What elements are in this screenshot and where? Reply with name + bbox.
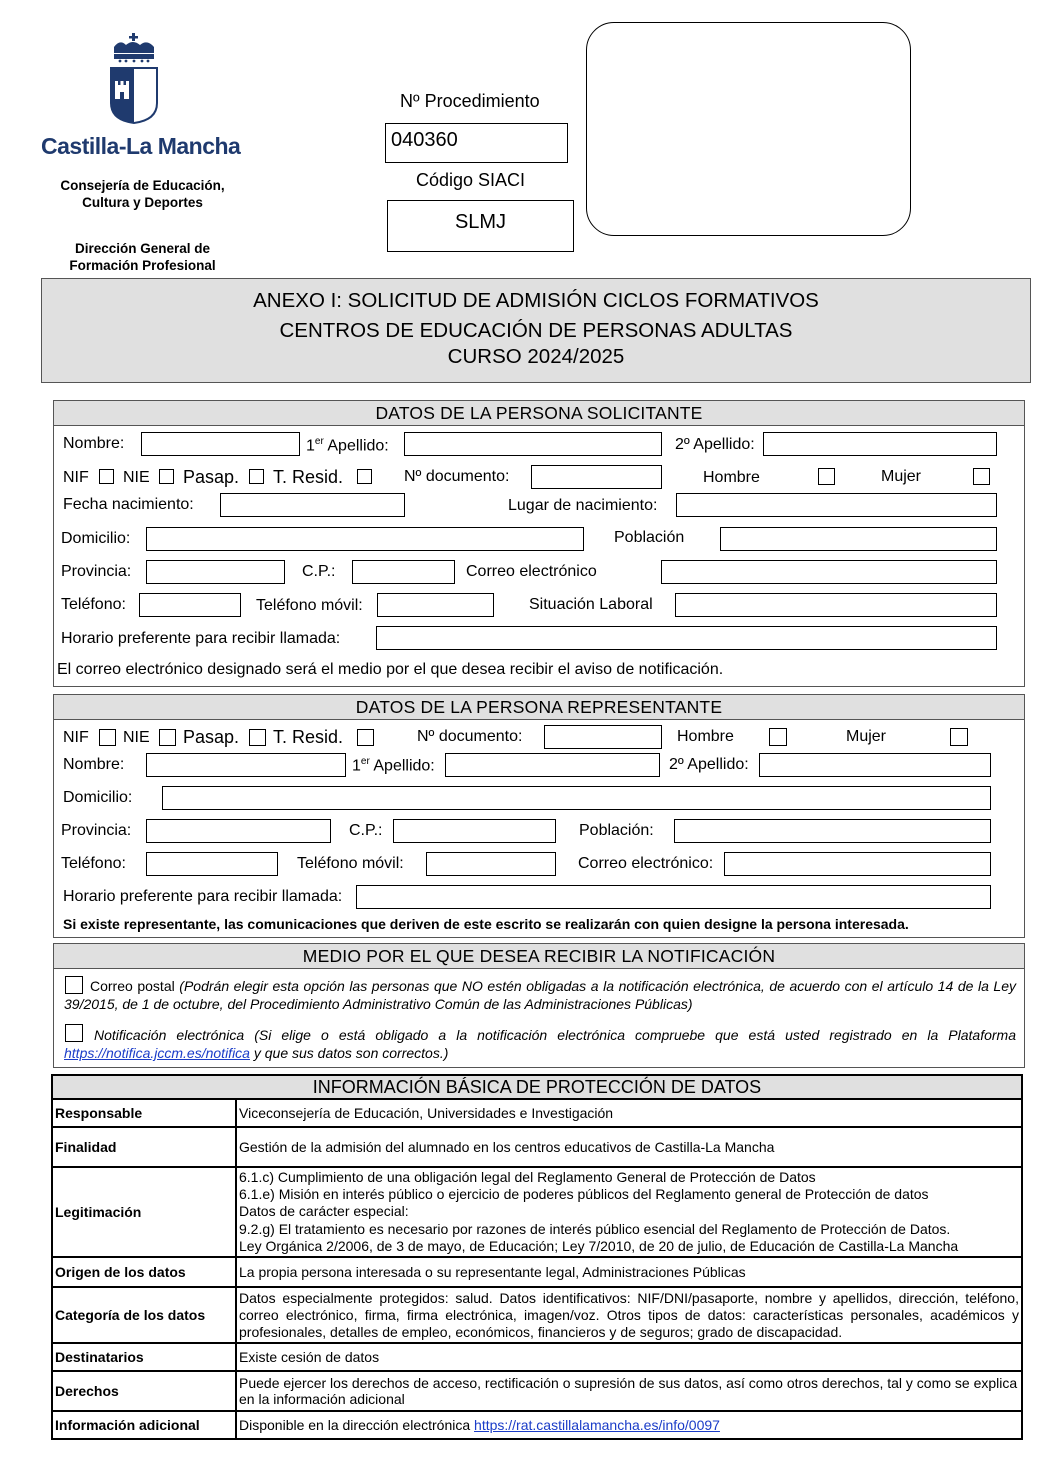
apellido1-input[interactable] [404,432,662,456]
row-value: Viceconsejería de Educación, Universidades e Investigación [236,1099,1022,1127]
rep-correo-input[interactable] [724,852,991,876]
rep-ndoc-input[interactable] [544,725,662,749]
movil-input[interactable] [377,593,494,617]
apellido2-label: 2º Apellido: [675,436,755,453]
table-row [52,1287,1022,1343]
postal-label: Correo postal [90,978,175,994]
tresid-label: T. Resid. [273,467,344,487]
info-prefix: Disponible en la dirección electrónica [239,1417,471,1434]
rep-mujer-checkbox[interactable] [950,728,968,746]
table-row [52,1371,1022,1411]
fecha-label: Fecha nacimiento: [63,496,194,513]
row-value [236,1411,1022,1439]
table-row [52,1411,1022,1439]
consejeria-text: Consejería de Educación, Cultura y Deportes [60,178,225,210]
row-key: Información adicional [52,1411,236,1439]
correo-label: Correo electrónico [466,563,597,580]
horario-input[interactable] [376,626,997,650]
rep-nombre-label: Nombre: [63,756,125,773]
rep-cp-input[interactable] [393,819,556,843]
correo-input[interactable] [661,560,997,584]
rep-hombre-checkbox[interactable] [769,728,787,746]
rep-movil-label: Teléfono móvil: [297,855,404,872]
rep-pasap-label: Pasap. [183,727,240,747]
situacion-input[interactable] [675,593,997,617]
rep-pasap-checkbox[interactable] [249,729,266,746]
rep-hombre-label: Hombre [677,728,734,745]
rep-mujer-label: Mujer [846,728,887,745]
domicilio-input[interactable] [146,527,584,551]
rep-nie-checkbox[interactable] [159,729,176,746]
electronica-text: (Si elige o está obligado a la notificación electrónica compruebe que está usted registrado en la Plataforma [254,1027,1016,1043]
table-row [52,1099,1022,1127]
fecha-input[interactable] [220,493,405,517]
rep-horario-input[interactable] [356,885,991,909]
siaci-label: Código SIACI [416,170,526,190]
rep-apellido1-input[interactable] [445,753,660,777]
apellido2-input[interactable] [763,432,997,456]
row-key: Finalidad [52,1127,236,1167]
row-value [236,1167,1022,1257]
row-key: Legitimación [52,1167,236,1257]
nombre-input[interactable] [141,432,300,456]
title-line-2: CENTROS DE EDUCACIÓN DE PERSONAS ADULTAS [279,319,793,342]
title-line-3: CURSO 2024/2025 [447,345,625,368]
rep-poblacion-label: Población: [579,822,654,839]
rep-nie-label: NIE [123,729,150,746]
procedimiento-value: 040360 [391,129,458,151]
crest-logo [106,33,162,125]
legitimacion-line: 6.1.e) Misión en interés público o ejercicio de poderes públicos del Reglamento general de Protección de datos [239,1186,929,1203]
nif-checkbox[interactable] [99,469,114,484]
rep-ndoc-label: Nº documento: [417,728,523,745]
rep-tresid-label: T. Resid. [273,727,344,747]
notifica-link[interactable]: https://notifica.jccm.es/notifica [64,1045,250,1061]
hombre-label: Hombre [703,469,760,486]
situacion-label: Situación Laboral [529,596,653,613]
poblacion-label: Población [614,529,685,546]
representante-nota: Si existe representante, las comunicaciones que deriven de este escrito se realizarán con quien designe la persona interesada. [63,916,909,932]
pasap-label: Pasap. [183,467,240,487]
solicitante-heading: DATOS DE LA PERSONA SOLICITANTE [54,401,1024,426]
postal-text: (Podrán elegir esta opción las personas que NO estén obligadas a la notificación electrónica, de acuerdo con el artículo 14 de la Ley 39/2015, de 1 de octubre, del Procedimiento Administrativo Común de las Administraciones Públicas) [64,978,1017,1012]
apellido1-label: 1er Apellido: [306,436,389,455]
nif-label: NIF [63,469,89,486]
movil-label: Teléfono móvil: [256,597,363,614]
title-box [41,278,1031,383]
rep-domicilio-input[interactable] [162,786,991,810]
nie-checkbox[interactable] [159,469,174,484]
rat-link[interactable]: https://rat.castillalamancha.es/info/0097 [474,1417,720,1434]
rep-telefono-input[interactable] [146,852,278,876]
direccion-text: Dirección General de Formación Profesional [69,241,216,273]
rep-telefono-label: Teléfono: [61,855,126,872]
procedimiento-field [385,123,568,163]
provincia-label: Provincia: [61,563,132,580]
siaci-value: SLMJ [454,211,507,233]
rep-horario-label: Horario preferente para recibir llamada: [63,888,343,905]
table-row [52,1257,1022,1287]
provincia-input[interactable] [146,560,285,584]
row-value: Datos especialmente protegidos: salud. Datos identificativos: NIF/DNI/pasaporte, nombre y apellidos, dirección, teléfono, correo electrónico, firma, firma electrónica, imagen/voz. Otros tipos de datos: características personales, académicos y profesionales, detalles de empleo, económicos, financieros y de seguros; grado de discapacidad. [236,1287,1022,1343]
procedimiento-label: Nº Procedimiento [400,91,540,111]
row-value: Puede ejercer los derechos de acceso, rectificación o supresión de sus datos, así como otros derechos, tal y como se explica en la información adicional [236,1371,1022,1411]
title-line-1: ANEXO I: SOLICITUD DE ADMISIÓN CICLOS FORMATIVOS [253,289,819,312]
proteccion-heading: INFORMACIÓN BÁSICA DE PROTECCIÓN DE DATOS [52,1075,1022,1099]
rep-apellido1-label: 1er Apellido: [352,756,435,775]
rep-provincia-label: Provincia: [61,822,132,839]
electronica-option [64,1026,1016,1062]
rep-movil-input[interactable] [426,852,556,876]
lugar-label: Lugar de nacimiento: [508,497,658,514]
row-value: La propia persona interesada o su representante legal, Administraciones Públicas [236,1257,1022,1287]
electronica-tail: y que sus datos son correctos.) [253,1045,449,1061]
rep-provincia-input[interactable] [146,819,331,843]
rep-cp-label: C.P.: [349,822,383,839]
cp-input[interactable] [352,560,455,584]
notificacion-heading: MEDIO POR EL QUE DESEA RECIBIR LA NOTIFICACIÓN [54,944,1024,969]
table-row [52,1343,1022,1371]
row-key: Destinatarios [52,1343,236,1371]
proteccion-table [51,1074,1023,1440]
domicilio-label: Domicilio: [61,530,131,547]
rep-apellido2-input[interactable] [759,753,991,777]
telefono-input[interactable] [139,593,241,617]
rep-nif-label: NIF [63,729,89,746]
legitimacion-line: 6.1.c) Cumplimiento de una obligación legal del Reglamento General de Protección de Datos [239,1169,816,1185]
poblacion-input[interactable] [720,527,997,551]
rep-domicilio-label: Domicilio: [63,789,133,806]
row-key: Categoría de los datos [52,1287,236,1343]
row-key: Derechos [52,1371,236,1411]
nie-label: NIE [123,469,150,486]
legitimacion-line: Datos de carácter especial: [239,1203,409,1220]
mujer-label: Mujer [881,468,922,485]
horario-label: Horario preferente para recibir llamada: [61,630,341,647]
registry-stamp-area [586,22,911,236]
rep-correo-label: Correo electrónico: [578,855,714,872]
table-row [52,1167,1022,1257]
logo-text: Castilla-La Mancha [41,133,241,159]
row-key: Origen de los datos [52,1257,236,1287]
rep-tresid-checkbox[interactable] [357,729,374,746]
ndoc-input[interactable] [531,465,662,489]
siaci-field [387,200,574,252]
pasap-checkbox[interactable] [249,469,264,484]
representante-heading: DATOS DE LA PERSONA REPRESENTANTE [54,695,1024,720]
row-value: Gestión de la admisión del alumnado en los centros educativos de Castilla-La Mancha [236,1127,1022,1167]
rep-nombre-input[interactable] [146,753,346,777]
hombre-checkbox[interactable] [818,468,835,485]
lugar-input[interactable] [676,493,997,517]
row-key: Responsable [52,1099,236,1127]
electronica-label: Notificación electrónica [94,1027,245,1043]
legitimacion-line: Ley Orgánica 2/2006, de 3 de mayo, de Educación; Ley 7/2010, de 20 de julio, de Educación de Castilla-La Mancha [239,1237,959,1254]
row-value: Existe cesión de datos [236,1343,1022,1371]
postal-option [64,977,1016,1013]
solicitante-nota: El correo electrónico designado será el medio por el que desea recibir el aviso de notificación. [57,661,724,678]
rep-apellido2-label: 2º Apellido: [669,756,749,773]
table-row [52,1127,1022,1167]
cp-label: C.P.: [302,563,336,580]
legitimacion-line: 9.2.g) El tratamiento es necesario por razones de interés público esencial del Reglamento de Protección de Datos. [239,1220,951,1237]
telefono-label: Teléfono: [61,596,126,613]
ndoc-label: Nº documento: [404,468,510,485]
rep-poblacion-input[interactable] [674,819,991,843]
mujer-checkbox[interactable] [973,468,990,485]
tresid-checkbox[interactable] [357,469,372,484]
nombre-label: Nombre: [63,435,125,452]
rep-nif-checkbox[interactable] [99,729,116,746]
